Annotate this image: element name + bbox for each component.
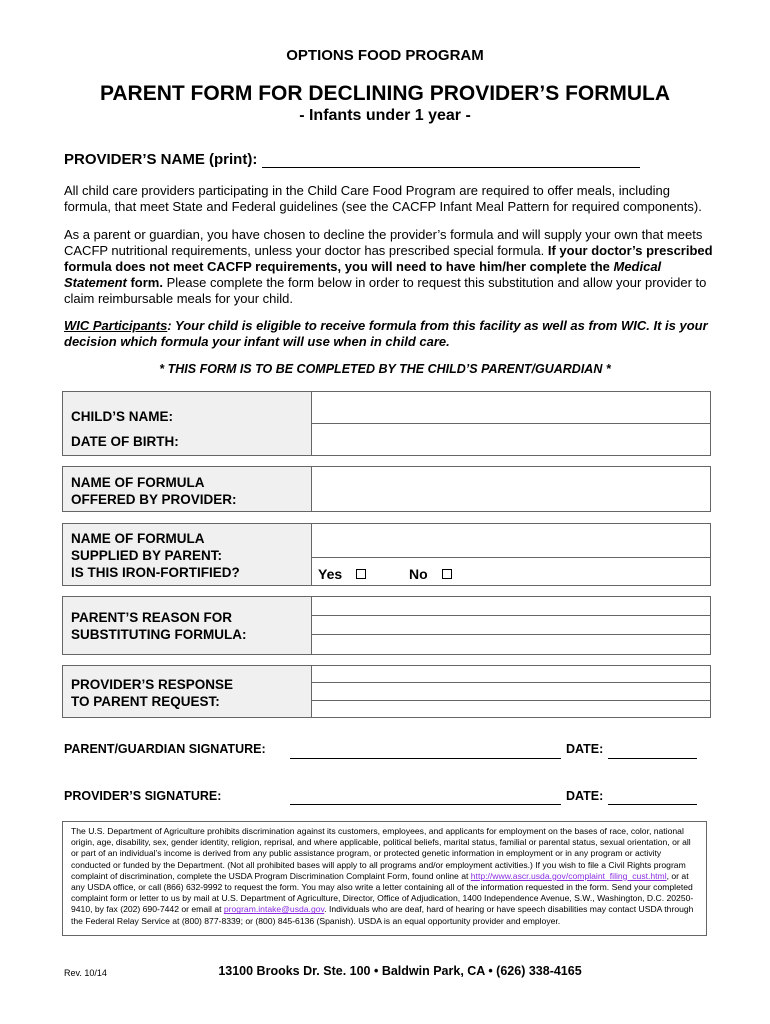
- formula-supplied-field[interactable]: [312, 524, 710, 557]
- wic-paragraph: [64, 318, 714, 350]
- iron-no-checkbox[interactable]: [442, 569, 452, 579]
- dob-field[interactable]: [312, 424, 710, 455]
- complaint-form-link[interactable]: http://www.ascr.usda.gov/complaint_filing_cust.html: [470, 870, 667, 881]
- parent-notice: * THIS FORM IS TO BE COMPLETED BY THE CHILD’S PARENT/GUARDIAN *: [159, 362, 611, 376]
- provider-date-label: DATE:: [566, 789, 604, 803]
- reason-box: [62, 596, 711, 655]
- reason-line-1: [312, 615, 710, 616]
- provider-name-label: PROVIDER’S NAME (print):: [64, 151, 258, 168]
- response-label-line2: TO PARENT REQUEST:: [71, 694, 220, 709]
- provider-name-row: [64, 151, 640, 168]
- footer-address: 13100 Brooks Dr. Ste. 100 • Baldwin Park, CA • (626) 338-4165: [218, 964, 582, 978]
- dob-label: DATE OF BIRTH:: [71, 434, 179, 449]
- formula-offered-label: [63, 467, 312, 511]
- disclaimer-text-b: , or at any USDA office, or call (866) 632-9992 to request the form. You may also write a letter containing all of the information requested in the form. Send your completed complaint form or letter to us by mail at U.S. Department of Agriculture, Director, Office of Adjudication, 1400 Independence Avenue, S.W., Washington, D.C. 20250-9410, by fax (202) 690-7442 or email at: [71, 870, 694, 915]
- formula-supplied-label-line1: NAME OF FORMULA: [71, 531, 205, 546]
- revision-label: Rev. 10/14: [64, 968, 107, 978]
- response-label: [63, 666, 312, 717]
- reason-label-line1: PARENT’S REASON FOR: [71, 610, 233, 625]
- formula-offered-label-line2: OFFERED BY PROVIDER:: [71, 492, 237, 507]
- decline-text: As a parent or guardian, you have chosen to decline the provider’s formula and will supply your own that meets CACFP nutritional requirements, unless your doctor has prescribed special formula.: [64, 227, 703, 258]
- decline-doctor-text: If your doctor’s prescribed formula does not meet CACFP requirements, you will need to have him/her complete the: [64, 243, 713, 274]
- response-line-1: [312, 682, 710, 683]
- child-name-label: CHILD’S NAME:: [71, 409, 173, 424]
- parent-signature-field[interactable]: [290, 744, 561, 759]
- wic-label: WIC Participants: [64, 318, 168, 333]
- reason-fields[interactable]: [312, 597, 710, 654]
- response-box: [62, 665, 711, 718]
- formula-offered-label-line1: NAME OF FORMULA: [71, 475, 205, 490]
- provider-signature-field[interactable]: [290, 790, 561, 805]
- email-link[interactable]: program.intake@usda.gov: [223, 904, 325, 915]
- disclaimer-text-a: The U.S. Department of Agriculture prohibits discrimination against its customers, employees, and applicants for employment on the bases of race, color, national origin, age, disability, sex, gender identity, religion, reprisal, and where applicable, political beliefs, marital status, familial or parental status, sexual orientation, or all or part of an individual’s income is derived from any public assistance program, or protected genetic information in employment or in any program or activity conducted or funded by the Department. (Not all prohibited bases will apply to all programs and/or employment activities.) If you wish to file a Civil Rights program complaint of discrimination, complete the USDA Program Discrimination Complaint Form, found online at: [71, 826, 691, 881]
- parent-signature-label: PARENT/GUARDIAN SIGNATURE:: [64, 742, 266, 756]
- program-name: OPTIONS FOOD PROGRAM: [286, 47, 484, 64]
- response-label-line1: PROVIDER’S RESPONSE: [71, 677, 234, 692]
- response-fields[interactable]: [312, 666, 710, 717]
- intro-paragraph: All child care providers participating in the Child Care Food Program are required to offer meals, including formula, that meet State and Federal guidelines (see the CACFP Infant Meal Pattern for required components).: [64, 183, 702, 214]
- reason-label: [63, 597, 312, 654]
- formula-supplied-label: [63, 524, 312, 585]
- formula-supplied-label-line2: SUPPLIED BY PARENT:: [71, 548, 223, 563]
- iron-no-label: No: [409, 566, 428, 582]
- formula-offered-box: [62, 466, 711, 512]
- form-subtitle: - Infants under 1 year -: [299, 107, 471, 124]
- formula-supplied-box: [62, 523, 711, 586]
- parent-date-label: DATE:: [566, 742, 604, 756]
- child-info-labels: [63, 392, 312, 455]
- iron-fortified-label: IS THIS IRON-FORTIFIED?: [71, 565, 240, 580]
- parent-date-field[interactable]: [608, 744, 697, 759]
- iron-no-option[interactable]: [409, 566, 452, 582]
- decline-paragraph: [64, 227, 714, 307]
- iron-yes-checkbox[interactable]: [356, 569, 366, 579]
- form-title: PARENT FORM FOR DECLINING PROVIDER’S FORMULA: [99, 82, 671, 105]
- child-info-fields: [312, 392, 710, 455]
- reason-label-line2: SUBSTITUTING FORMULA:: [71, 627, 247, 642]
- iron-yes-option[interactable]: [318, 566, 366, 582]
- response-line-2: [312, 700, 710, 701]
- decline-instructions: Please complete the form below in order to request this substitution and allow your provider to claim reimbursable meals for your child.: [64, 275, 707, 306]
- form-word: form.: [126, 275, 163, 290]
- disclaimer-text-c: . Individuals who are deaf, hard of hearing or have speech disabilities may contact USDA through the Federal Relay Service at (800) 877-8339; or (800) 845-6136 (Spanish). USDA is an equal opportunity provider and employer.: [71, 904, 694, 926]
- formula-supplied-divider: [312, 557, 710, 558]
- provider-signature-label: PROVIDER’S SIGNATURE:: [64, 789, 222, 803]
- usda-disclaimer: [62, 821, 707, 936]
- medical-statement-text: Medical Statement: [64, 259, 662, 290]
- provider-name-field[interactable]: [262, 153, 640, 168]
- iron-yes-label: Yes: [318, 566, 343, 582]
- wic-text: : Your child is eligible to receive formula from this facility as well as from WIC. It is your decision which formula your infant will use when in child care.: [64, 318, 708, 349]
- child-name-field[interactable]: [312, 392, 710, 423]
- reason-line-2: [312, 634, 710, 635]
- formula-supplied-fields: [312, 524, 710, 585]
- provider-date-field[interactable]: [608, 790, 697, 805]
- formula-offered-field[interactable]: [312, 467, 710, 511]
- child-info-box: [62, 391, 711, 456]
